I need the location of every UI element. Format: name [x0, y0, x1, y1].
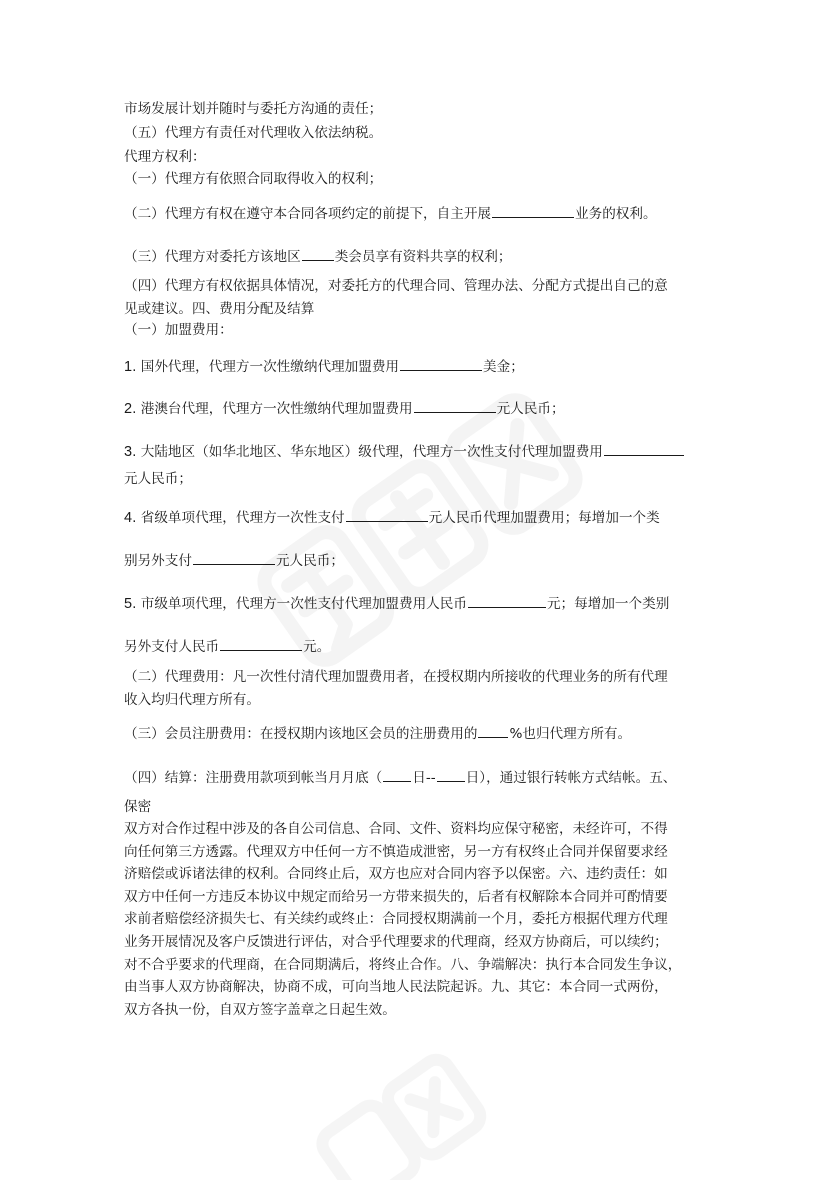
fill-blank: [492, 203, 574, 218]
text-line: 代理方权利：: [124, 149, 206, 165]
text-line: 另外支付人民币 元。: [124, 636, 330, 656]
text-line: （三）会员注册费用：在授权期内该地区会员的注册费用的 %也归代理方所有。: [124, 723, 631, 743]
text-line: 向任何第三方透露。代理双方中任何一方不慎造成泄密，另一方有权终止合同并保留要求经: [124, 844, 668, 860]
text-line: 3. 大陆地区（如华北地区、华东地区）级代理，代理方一次性支付代理加盟费用: [124, 441, 685, 461]
fill-blank: [220, 636, 302, 651]
text-line: （一）代理方有依照合同取得收入的权利；: [124, 171, 383, 187]
fill-blank: [302, 246, 334, 261]
text-line: 求前者赔偿经济损失七、有关续约或终止：合同授权期满前一个月，委托方根据代理方代理: [124, 911, 668, 927]
fill-blank: [468, 593, 546, 608]
text-line: 济赔偿或诉诸法律的权利。合同终止后，双方也应对合同内容予以保密。六、违约责任：如: [124, 866, 668, 882]
text-line: 双方各执一份，自双方签字盖章之日起生效。: [124, 1002, 396, 1018]
watermark-logo-icon-bottom: [300, 1040, 560, 1180]
text-line: 4. 省级单项代理，代理方一次性支付 元人民币代理加盟费用；每增加一个类: [124, 507, 660, 527]
text-line: 别另外支付 元人民币；: [124, 550, 344, 570]
fill-blank: [383, 767, 411, 782]
fill-blank: [414, 398, 496, 413]
watermark-logo-icon: [230, 380, 610, 680]
fill-blank: [400, 356, 482, 371]
text-line: 由当事人双方协商解决，协商不成，可向当地人民法院起诉。九、其它：本合同一式两份，: [124, 979, 668, 995]
text-line: （五）代理方有责任对代理收入依法纳税。: [124, 125, 383, 141]
text-line: 保密: [124, 799, 152, 815]
text-line: （四）代理方有权依据具体情况，对委托方的代理合同、管理办法、分配方式提出自己的意: [124, 278, 668, 294]
text-line: （三）代理方对委托方该地区 类会员享有资料共享的权利；: [124, 246, 511, 266]
text-line: 5. 市级单项代理，代理方一次性支付代理加盟费用人民币 元；每增加一个类别: [124, 593, 669, 613]
text-line: 业务开展情况及客户反馈进行评估，对合乎代理要求的代理商，经双方协商后，可以续约；: [124, 934, 668, 950]
text-line: （四）结算：注册费用款项到帐当月月底（ 日-- 日），通过银行转帐方式结帐。五、: [124, 767, 676, 787]
fill-blank: [478, 723, 508, 738]
text-line: 元人民币；: [124, 471, 192, 487]
fill-blank: [604, 441, 684, 456]
fill-blank: [346, 507, 428, 522]
fill-blank: [193, 550, 275, 565]
text-line: 双方中任何一方违反本协议中规定而给另一方带来损失的，后者有权解除本合同并可酌情要: [124, 889, 668, 905]
text-line: 1. 国外代理，代理方一次性缴纳代理加盟费用 美金；: [124, 356, 524, 376]
text-line: 对不合乎要求的代理商，在合同期满后，将终止合作。八、争端解决：执行本合同发生争议，: [124, 957, 682, 973]
text-line: 市场发展计划并随时与委托方沟通的责任；: [124, 101, 383, 117]
text-line: 2. 港澳台代理，代理方一次性缴纳代理加盟费用 元人民币；: [124, 398, 565, 418]
fill-blank: [437, 767, 465, 782]
text-line: （二）代理方有权在遵守本合同各项约定的前提下，自主开展 业务的权利。: [124, 203, 657, 223]
text-line: （一）加盟费用：: [124, 322, 233, 338]
text-line: 见或建议。四、费用分配及结算: [124, 301, 315, 317]
text-line: 双方对合作过程中涉及的各自公司信息、合同、文件、资料均应保守秘密，未经许可，不得: [124, 821, 668, 837]
text-line: 收入均归代理方所有。: [124, 692, 260, 708]
text-line: （二）代理费用：凡一次性付清代理加盟费用者，在授权期内所接收的代理业务的所有代理: [124, 669, 668, 685]
